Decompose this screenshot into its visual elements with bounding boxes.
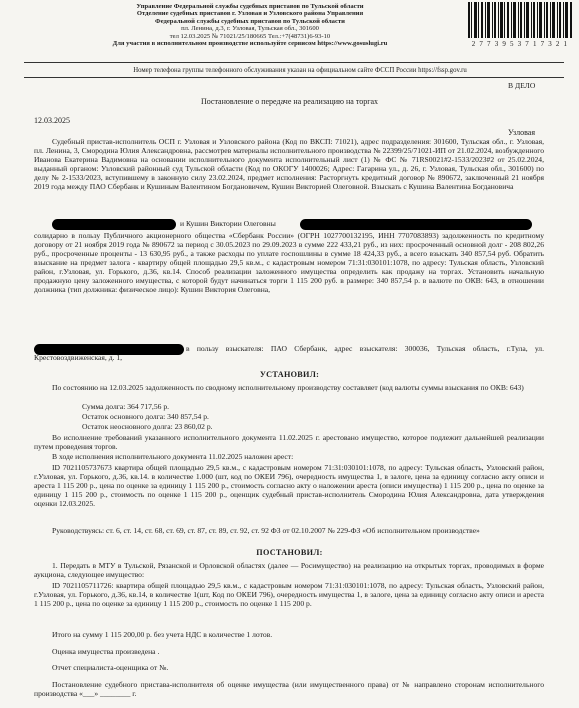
redaction-bar — [300, 219, 532, 230]
letterhead-line-1: Управление Федеральной службы судебных приставов по Тульской области — [136, 3, 364, 10]
letterhead-gosuslugi: Для участия в исполнительном производстве используйте сервисом https://www.gosuslugi.ru — [112, 39, 388, 47]
total-amount: Итого на сумму 1 115 200,00 р. без учета НДС в количестве 1 лотов. — [52, 630, 273, 639]
document-date: 12.03.2025 — [34, 116, 70, 125]
arrest-info: Во исполнение требований указанного исполнительного документа 11.02.2025 г. арестовано имущество, которое подлежит дальнейшей реализации путем проведения торгов. — [34, 433, 544, 451]
appraiser-report: Отчет специалиста-оценщика от №. — [52, 663, 169, 672]
paragraph-claim: солидарно в пользу Публичного акционерного общества «Сбербанк России» (ОГРН 1027700132195, ИНН 7707083893) задолженность по кредитному договору от 21 ноября 2019 года № 890672 за период с 30.05.2023 по 29.09.2023 в сумме 222 433,21 руб., из них: просроченный основной долг - 208 802,26 руб., просроченные проценты - 13 630,95 руб., а также расходы по уплате госпошлины в сумме 18 424,33 руб., а всего взыскать 340 857,54 руб. Обратить взыскание на предмет залога - квартиру общей площадью 29,5 кв.м., с кадастровым номером 71:31:030101:1078, по адресу: Тульская область, Узловский район, г.Узловая, ул. Горького, д.36, кв.14. Способ реализации заложенного имущества определить как продажу на торгах. Установить начальную продажную цену заложенного имущества, с которой будут начинаться торги 1 115 200 руб. в размере: 340 857,54 р. в валюте по ОКВ: 643, в отношении должника (тип должника: физическое лицо): Кушин Виктория Олеговна, — [34, 231, 544, 294]
debt-total: Сумма долга: 364 717,56 р. — [82, 402, 170, 411]
barcode-number: 2 7 7 3 9 5 3 7 1 7 3 2 1 — [471, 40, 569, 48]
legal-basis: Руководствуясь: ст. 6, ст. 14, ст. 68, ст. 69, ст. 87, ст. 89, ст. 92, ст. 92 ФЗ от 02.10.2007 № 229-ФЗ «Об исполнительном производстве» — [52, 526, 480, 535]
phone-info-line: Номер телефона группы телефонного обслуживания указан на официальном сайте ФССП России https://fssp.gov.ru — [133, 67, 467, 74]
section-heading-resolved: ПОСТАНОВИЛ: — [256, 548, 323, 557]
header-divider-top — [24, 62, 564, 63]
valuation-note: Оценка имущества произведена . — [52, 647, 160, 656]
document-city: Узловая — [508, 128, 536, 137]
letterhead-address: пл. Ленина, д.3, г. Узловая, Тульская обл., 301600 — [181, 25, 319, 33]
resolution-item-1: 1. Передать в МТУ в Тульской, Рязанской и Орловской областях (далее — Росимущество) на реализацию на открытых торгах, проводимых в форме аукциона, следующее имущество: — [34, 561, 544, 579]
debt-secondary-remaining: Остаток неосновного долга: 23 860,02 р. — [82, 422, 213, 431]
letterhead-phone: тел 12.03.2025 № 71021/25/180665 Тел.:+7(48731)6-93-10 — [169, 32, 331, 40]
section-heading-established: УСТАНОВИЛ: — [259, 370, 320, 379]
debt-principal-remaining: Остаток основного долга: 340 857,54 р. — [82, 412, 209, 421]
paragraph-intro: Судебный пристав-исполнитель ОСП г. Узловая и Узловского района (Код по ВКСП: 71021), адрес подразделения: 301600, Тульская обл., г. Узловая, пл. Ленина, 3, Смородина Юлия Александровна, рассмотрев материалы исполнительного производства № 22399/25/71021-ИП от 21.02.2024, возбужденного Иванова Екатерина Вадимовна на основании исполнительного документа исполнительный лист (1) № ФС № 71RS0021#2-1533/2023#2 от 25.02.2024, выданный органом: Узловский районный суд Тульской области (Код по ОКОГУ 1400026; Адрес: Гагарина ул., д. 26, г. Узловая, Тульская обл., 301600) по делу № 2-1533/2023, вступившему в законную силу 23.02.2024, предмет исполнения: Расторгнуть кредитный договор № 890672, заключенный 21 ноября 2019 года между ПАО Сбербанк и Кушиным Валентином Богдановичем, Кушин Викторией Олеговной. Взыскать с Кушина Валентина Богдановича — [34, 137, 544, 191]
debt-status: По состоянию на 12.03.2025 задолженность по сводному исполнительному производству составляет (код валюты суммы взыскания по ОКВ: 643) — [52, 383, 524, 392]
header-divider-bottom — [24, 77, 564, 78]
paragraph-creditor: в пользу взыскателя: ПАО Сбербанк, адрес взыскателя: 300036, Тульская область, г.Тула, ул. Крестовоздвиженская, д. 1, — [34, 344, 544, 362]
delo-stamp: В ДЕЛО — [508, 81, 536, 90]
redaction-bar — [52, 219, 176, 230]
property-for-sale: ID 7021105711726: квартира общей площадью 29,5 кв.м., с кадастровым номером 71:31:030101:1078, по адресу: Тульская область, Узловский район, г.Узловая, ул. Горького, д.36, кв.14, в количестве 1(шт, Код по ОКЕИ 796), очередность имущества 1, в залоге, цена за единицу согласно акту описи и ареста 1 115 200 р., цена по оценке за единицу 1 115 200 р., стоимость по оценке 1 115 200 р. — [34, 581, 544, 608]
arrest-imposed: В ходе исполнения исполнительного документа 11.02.2025 наложен арест: — [52, 452, 294, 461]
letterhead-line-3: Федеральной службы судебных приставов по Тульской области — [155, 17, 345, 25]
valuation-decision: Постановление судебного пристава-исполнителя об оценке имущества (или имущественного права) от № направлено сторонам исполнительного производства «___» ________ г. — [34, 680, 544, 698]
letterhead-line-2: Отделение судебных приставов г. Узловая и Узловского района Управления — [136, 10, 364, 18]
document-title: Постановление о передаче на реализацию на торгах — [200, 97, 379, 106]
barcode-image — [468, 2, 572, 38]
debtor-names: и Кушин Виктории Олеговны — [180, 219, 276, 228]
arrested-property-details: ID 7021105737673 квартира общей площадью 29,5 кв.м., с кадастровым номером 71:31:030101:1078, по адресу: Тульская область, Узловский район, г.Узловая, ул. Горького, д.36, кв.14. в количестве 1.000 (шт, код по ОКЕИ 796), очередность имущества 1, в залоге, цена за единицу согласно акту описи и ареста 1 115 200 р., цена по оценке за единицу 1 115 200 р., стоимость согласно акту о наложении ареста (описи имущества) 1 115 200 р., цена по оценке за единицу 1 115 200 р., стоимость по оценке 1 115 200 р., оценщик судебный пристав-исполнитель Смородина Юлия Александровна, дата утверждения оценки 12.03.2025. — [34, 463, 544, 508]
letterhead — [40, 3, 460, 47]
